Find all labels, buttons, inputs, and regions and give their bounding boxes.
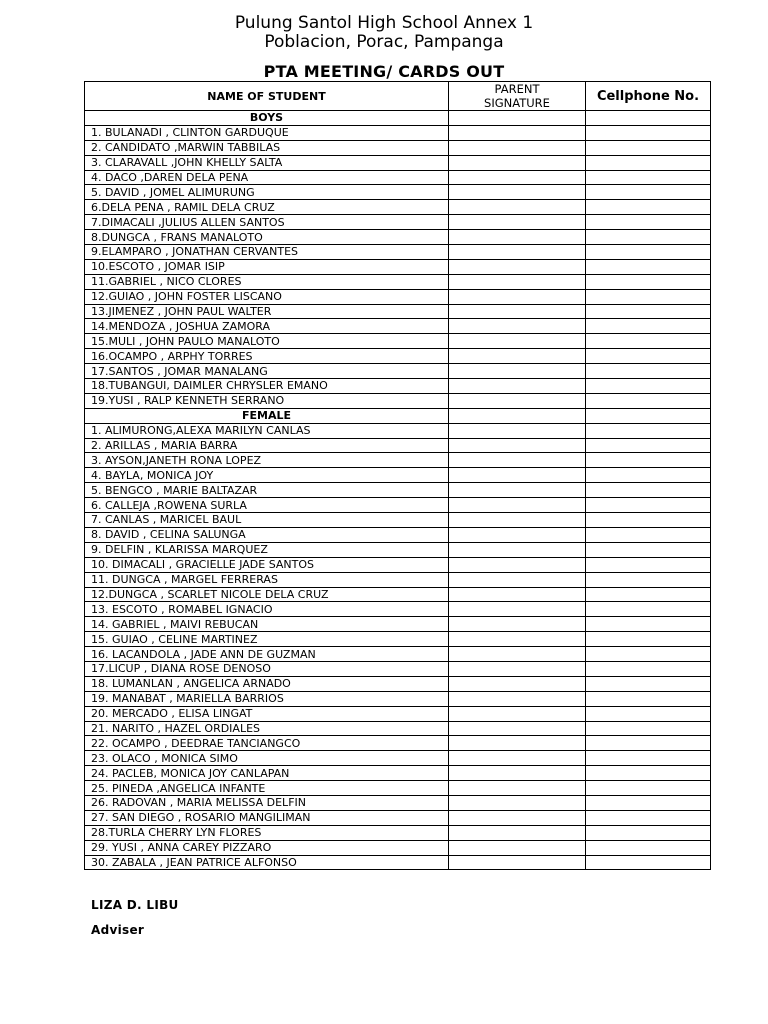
cellphone-cell[interactable] [586, 215, 711, 230]
cellphone-cell[interactable] [586, 840, 711, 855]
student-name: 28.TURLA CHERRY LYN FLORES [85, 825, 449, 840]
cellphone-cell[interactable] [586, 602, 711, 617]
table-row [85, 215, 711, 230]
attendance-table [84, 81, 711, 870]
table-row [85, 617, 711, 632]
table-row [85, 334, 711, 349]
table-row [85, 274, 711, 289]
cellphone-cell[interactable] [586, 825, 711, 840]
table-row [85, 319, 711, 334]
cellphone-cell[interactable] [586, 289, 711, 304]
student-name: 7. CANLAS , MARICEL BAUL [85, 513, 449, 528]
cellphone-cell[interactable] [586, 185, 711, 200]
student-name: 9. DELFIN , KLARISSA MARQUEZ [85, 542, 449, 557]
section-cellphone-cell [586, 408, 711, 423]
parent-signature-cell[interactable] [449, 304, 586, 319]
cellphone-cell[interactable] [586, 453, 711, 468]
parent-signature-cell[interactable] [449, 855, 586, 870]
student-name: 17.SANTOS , JOMAR MANALANG [85, 364, 449, 379]
parent-signature-cell[interactable] [449, 274, 586, 289]
section-row [85, 408, 711, 423]
cellphone-cell[interactable] [586, 751, 711, 766]
student-name: 5. DAVID , JOMEL ALIMURUNG [85, 185, 449, 200]
cellphone-cell[interactable] [586, 423, 711, 438]
parent-signature-cell[interactable] [449, 751, 586, 766]
cellphone-cell[interactable] [586, 706, 711, 721]
cellphone-cell[interactable] [586, 468, 711, 483]
table-row [85, 676, 711, 691]
parent-signature-cell[interactable] [449, 825, 586, 840]
section-label: FEMALE [85, 408, 449, 423]
student-name: 12.GUIAO , JOHN FOSTER LISCANO [85, 289, 449, 304]
cellphone-cell[interactable] [586, 483, 711, 498]
cellphone-cell[interactable] [586, 572, 711, 587]
student-name: 11.GABRIEL , NICO CLORES [85, 274, 449, 289]
table-row [85, 364, 711, 379]
student-name: 18.TUBANGUI, DAIMLER CHRYSLER EMANO [85, 379, 449, 394]
table-row [85, 527, 711, 542]
parent-signature-cell[interactable] [449, 319, 586, 334]
parent-signature-cell[interactable] [449, 453, 586, 468]
cellphone-cell[interactable] [586, 438, 711, 453]
adviser-title: Adviser [91, 923, 145, 937]
student-name: 2. ARILLAS , MARIA BARRA [85, 438, 449, 453]
cellphone-cell[interactable] [586, 304, 711, 319]
parent-signature-cell[interactable] [449, 423, 586, 438]
cellphone-cell[interactable] [586, 364, 711, 379]
table-row [85, 438, 711, 453]
cellphone-cell[interactable] [586, 647, 711, 662]
table-row [85, 200, 711, 215]
table-row [85, 230, 711, 245]
cellphone-cell[interactable] [586, 334, 711, 349]
student-name: 30. ZABALA , JEAN PATRICE ALFONSO [85, 855, 449, 870]
student-name: 6.DELA PENA , RAMIL DELA CRUZ [85, 200, 449, 215]
cellphone-cell[interactable] [586, 810, 711, 825]
table-row [85, 721, 711, 736]
parent-signature-cell[interactable] [449, 513, 586, 528]
parent-signature-cell[interactable] [449, 245, 586, 260]
table-row [85, 647, 711, 662]
parent-signature-cell[interactable] [449, 155, 586, 170]
parent-signature-cell[interactable] [449, 349, 586, 364]
table-row [85, 855, 711, 870]
student-name: 24. PACLEB, MONICA JOY CANLAPAN [85, 766, 449, 781]
student-name: 19.YUSI , RALP KENNETH SERRANO [85, 393, 449, 408]
table-row [85, 602, 711, 617]
student-name: 19. MANABAT , MARIELLA BARRIOS [85, 691, 449, 706]
table-row [85, 393, 711, 408]
parent-signature-cell[interactable] [449, 557, 586, 572]
student-name: 18. LUMANLAN , ANGELICA ARNADO [85, 676, 449, 691]
parent-signature-cell[interactable] [449, 781, 586, 796]
parent-signature-cell[interactable] [449, 572, 586, 587]
column-header-name: NAME OF STUDENT [85, 82, 449, 111]
parent-signature-cell[interactable] [449, 483, 586, 498]
student-name: 13. ESCOTO , ROMABEL IGNACIO [85, 602, 449, 617]
student-name: 29. YUSI , ANNA CAREY PIZZARO [85, 840, 449, 855]
table-row [85, 810, 711, 825]
parent-signature-line-1: PARENT [494, 82, 540, 96]
cellphone-cell[interactable] [586, 379, 711, 394]
parent-signature-cell[interactable] [449, 661, 586, 676]
cellphone-cell[interactable] [586, 721, 711, 736]
cellphone-cell[interactable] [586, 617, 711, 632]
student-name: 10.ESCOTO , JOMAR ISIP [85, 259, 449, 274]
table-header-row [85, 82, 711, 111]
table-row [85, 483, 711, 498]
student-name: 4. DACO ,DAREN DELA PENA [85, 170, 449, 185]
table-row [85, 766, 711, 781]
table-row [85, 379, 711, 394]
parent-signature-cell[interactable] [449, 230, 586, 245]
student-name: 26. RADOVAN , MARIA MELISSA DELFIN [85, 795, 449, 810]
adviser-name: LIZA D. LIBU [91, 898, 179, 912]
parent-signature-cell[interactable] [449, 259, 586, 274]
table-row [85, 349, 711, 364]
parent-signature-cell[interactable] [449, 691, 586, 706]
cellphone-cell[interactable] [586, 259, 711, 274]
table-row [85, 632, 711, 647]
table-row [85, 423, 711, 438]
student-name: 17.LICUP , DIANA ROSE DENOSO [85, 661, 449, 676]
parent-signature-cell[interactable] [449, 364, 586, 379]
student-name: 6. CALLEJA ,ROWENA SURLA [85, 498, 449, 513]
parent-signature-cell[interactable] [449, 379, 586, 394]
school-name: Pulung Santol High School Annex 1 [234, 13, 534, 33]
cellphone-cell[interactable] [586, 676, 711, 691]
parent-signature-cell[interactable] [449, 542, 586, 557]
student-name: 15.MULI , JOHN PAULO MANALOTO [85, 334, 449, 349]
column-header-cellphone: Cellphone No. [586, 82, 711, 111]
table-row [85, 304, 711, 319]
cellphone-cell[interactable] [586, 557, 711, 572]
table-row [85, 498, 711, 513]
cellphone-cell[interactable] [586, 513, 711, 528]
student-name: 3. CLARAVALL ,JOHN KHELLY SALTA [85, 155, 449, 170]
student-name: 12.DUNGCA , SCARLET NICOLE DELA CRUZ [85, 587, 449, 602]
cellphone-cell[interactable] [586, 632, 711, 647]
cellphone-cell[interactable] [586, 200, 711, 215]
table-row [85, 736, 711, 751]
cellphone-cell[interactable] [586, 393, 711, 408]
table-row [85, 572, 711, 587]
table-row [85, 825, 711, 840]
parent-signature-cell[interactable] [449, 602, 586, 617]
cellphone-cell[interactable] [586, 319, 711, 334]
parent-signature-cell[interactable] [449, 810, 586, 825]
student-name: 11. DUNGCA , MARGEL FERRERAS [85, 572, 449, 587]
student-name: 20. MERCADO , ELISA LINGAT [85, 706, 449, 721]
student-name: 4. BAYLA, MONICA JOY [85, 468, 449, 483]
table-row [85, 542, 711, 557]
section-label: BOYS [85, 111, 449, 126]
student-name: 1. BULANADI , CLINTON GARDUQUE [85, 125, 449, 140]
parent-signature-cell[interactable] [449, 706, 586, 721]
cellphone-cell[interactable] [586, 274, 711, 289]
table-row [85, 840, 711, 855]
parent-signature-cell[interactable] [449, 185, 586, 200]
parent-signature-cell[interactable] [449, 438, 586, 453]
cellphone-cell[interactable] [586, 245, 711, 260]
student-name: 25. PINEDA ,ANGELICA INFANTE [85, 781, 449, 796]
parent-signature-cell[interactable] [449, 721, 586, 736]
student-name: 8.DUNGCA , FRANS MANALOTO [85, 230, 449, 245]
table-row [85, 185, 711, 200]
cellphone-cell[interactable] [586, 587, 711, 602]
table-row [85, 781, 711, 796]
parent-signature-cell[interactable] [449, 498, 586, 513]
student-name: 1. ALIMURONG,ALEXA MARILYN CANLAS [85, 423, 449, 438]
student-name: 5. BENGCO , MARIE BALTAZAR [85, 483, 449, 498]
cellphone-cell[interactable] [586, 766, 711, 781]
section-parent-signature-cell [449, 111, 586, 126]
parent-signature-cell[interactable] [449, 617, 586, 632]
cellphone-cell[interactable] [586, 542, 711, 557]
cellphone-cell[interactable] [586, 140, 711, 155]
cellphone-cell[interactable] [586, 527, 711, 542]
parent-signature-cell[interactable] [449, 840, 586, 855]
parent-signature-cell[interactable] [449, 736, 586, 751]
school-address: Poblacion, Porac, Pampanga [264, 32, 504, 52]
cellphone-cell[interactable] [586, 795, 711, 810]
table-row [85, 140, 711, 155]
table-row [85, 289, 711, 304]
student-name: 10. DIMACALI , GRACIELLE JADE SANTOS [85, 557, 449, 572]
student-name: 27. SAN DIEGO , ROSARIO MANGILIMAN [85, 810, 449, 825]
student-name: 9.ELAMPARO , JONATHAN CERVANTES [85, 245, 449, 260]
table-row [85, 170, 711, 185]
table-row [85, 661, 711, 676]
parent-signature-cell[interactable] [449, 647, 586, 662]
student-name: 3. AYSON,JANETH RONA LOPEZ [85, 453, 449, 468]
column-header-parent-signature [449, 82, 586, 111]
parent-signature-cell[interactable] [449, 527, 586, 542]
student-name: 13.JIMENEZ , JOHN PAUL WALTER [85, 304, 449, 319]
table-row [85, 587, 711, 602]
cellphone-cell[interactable] [586, 691, 711, 706]
cellphone-cell[interactable] [586, 125, 711, 140]
table-row [85, 245, 711, 260]
student-name: 2. CANDIDATO ,MARWIN TABBILAS [85, 140, 449, 155]
table-row [85, 706, 711, 721]
parent-signature-cell[interactable] [449, 632, 586, 647]
section-cellphone-cell [586, 111, 711, 126]
cellphone-cell[interactable] [586, 155, 711, 170]
parent-signature-cell[interactable] [449, 587, 586, 602]
table-row [85, 751, 711, 766]
parent-signature-cell[interactable] [449, 215, 586, 230]
parent-signature-cell[interactable] [449, 676, 586, 691]
student-name: 14. GABRIEL , MAIVI REBUCAN [85, 617, 449, 632]
parent-signature-cell[interactable] [449, 766, 586, 781]
table-row [85, 557, 711, 572]
parent-signature-cell[interactable] [449, 795, 586, 810]
student-name: 7.DIMACALI ,JULIUS ALLEN SANTOS [85, 215, 449, 230]
section-row [85, 111, 711, 126]
student-name: 15. GUIAO , CELINE MARTINEZ [85, 632, 449, 647]
table-row [85, 513, 711, 528]
cellphone-cell[interactable] [586, 230, 711, 245]
cellphone-cell[interactable] [586, 855, 711, 870]
table-row [85, 453, 711, 468]
student-name: 14.MENDOZA , JOSHUA ZAMORA [85, 319, 449, 334]
table-body [85, 111, 711, 870]
student-name: 23. OLACO , MONICA SIMO [85, 751, 449, 766]
table-row [85, 691, 711, 706]
parent-signature-line-2: SIGNATURE [484, 96, 550, 110]
parent-signature-cell[interactable] [449, 125, 586, 140]
parent-signature-cell[interactable] [449, 393, 586, 408]
cellphone-cell[interactable] [586, 349, 711, 364]
document-title: PTA MEETING/ CARDS OUT [263, 62, 505, 81]
table-row [85, 259, 711, 274]
table-row [85, 468, 711, 483]
student-name: 16.OCAMPO , ARPHY TORRES [85, 349, 449, 364]
parent-signature-cell[interactable] [449, 468, 586, 483]
table-row [85, 155, 711, 170]
parent-signature-cell[interactable] [449, 334, 586, 349]
parent-signature-cell[interactable] [449, 170, 586, 185]
parent-signature-cell[interactable] [449, 289, 586, 304]
table-row [85, 795, 711, 810]
table-row [85, 125, 711, 140]
parent-signature-cell[interactable] [449, 200, 586, 215]
parent-signature-cell[interactable] [449, 140, 586, 155]
cellphone-cell[interactable] [586, 170, 711, 185]
cellphone-cell[interactable] [586, 661, 711, 676]
cellphone-cell[interactable] [586, 736, 711, 751]
student-name: 21. NARITO , HAZEL ORDIALES [85, 721, 449, 736]
student-name: 22. OCAMPO , DEEDRAE TANCIANGCO [85, 736, 449, 751]
student-name: 16. LACANDOLA , JADE ANN DE GUZMAN [85, 647, 449, 662]
student-name: 8. DAVID , CELINA SALUNGA [85, 527, 449, 542]
cellphone-cell[interactable] [586, 781, 711, 796]
section-parent-signature-cell [449, 408, 586, 423]
cellphone-cell[interactable] [586, 498, 711, 513]
